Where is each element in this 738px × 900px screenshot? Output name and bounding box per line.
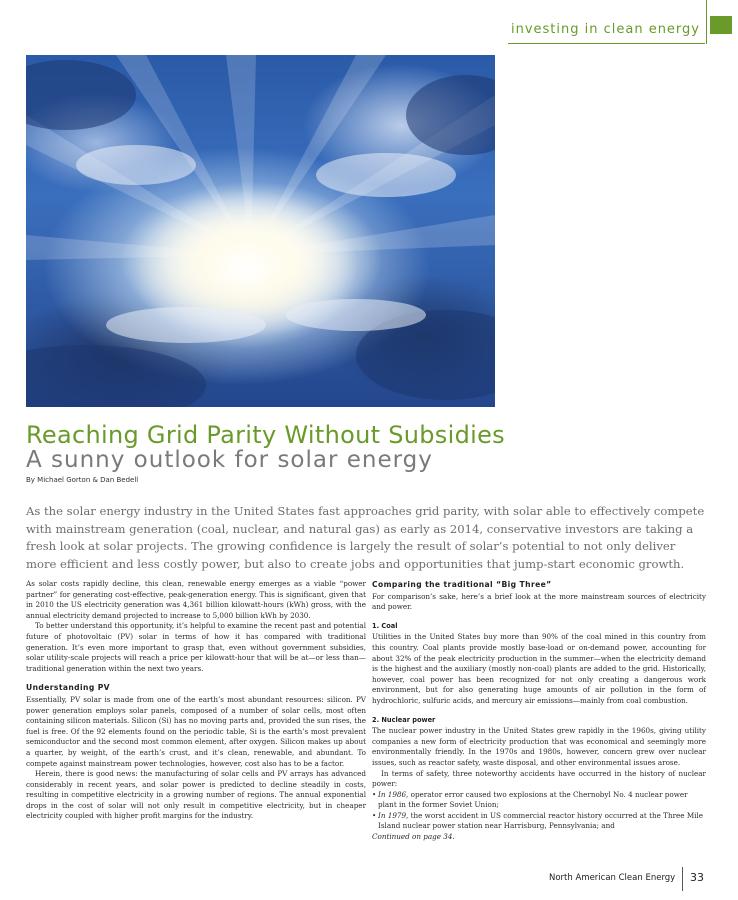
paragraph: Herein, there is good news: the manufacturing of solar cells and PV arrays has advanced considerably in recent years, and solar power is predicted to decline steadily in costs, resulting in competitive electricity in a growing number of regions. The annual exponential drops in the cost of solar will not only result in competitive electricity, but in cheaper electricity coupled with higher profit margins for the industry. (26, 769, 366, 821)
section-rule (508, 43, 705, 44)
paragraph: The nuclear power industry in the United States grew rapidly in the 1960s, giving utility companies a new form of electricity production that was economical and seemingly more environmentally friendly. In the 1970s and 1980s, however, concern grew over nuclear issues, such as reactor safety, waste disposal, and other environmental issues arose. (372, 726, 706, 767)
list-item: • In 1979, the worst accident in US commercial reactor history occurred at the Three Mile Island nuclear power station near Harrisburg, Pennsylvania; and (372, 810, 704, 831)
subsection-heading: 1. Coal (372, 621, 398, 630)
subsection-heading: 2. Nuclear power (372, 715, 436, 724)
section-heading: Understanding PV (26, 683, 110, 693)
sun-rays-graphic (26, 55, 495, 407)
accident-list (372, 790, 706, 832)
intro-paragraph: As the solar energy industry in the United States fast approaches grid parity, with solar able to effectively compete with mainstream generation (coal, nuclear, and natural gas) as early as 2014, conservative investors are taking a fresh look at solar projects. The growing confidence is largely the result of solar’s potential to not only deliver more efficient and less costly power, but also to create jobs and opportunities that jump-start economic growth. (26, 504, 705, 571)
article-subtitle: A sunny outlook for solar energy (26, 447, 433, 473)
right-column (372, 580, 706, 843)
section-vertical-rule (706, 0, 707, 44)
paragraph: As solar costs rapidly decline, this clean, renewable energy emerges as a viable “power partner” for generating cost-effective, peak-generation energy. This is significant, given that in 2010 the US electricity generation was 4,361 billion kilowatt-hours (kWh) gross, with the annual electricity demand projected to increase to 5,000 billion kWh by 2030. (26, 579, 366, 620)
article-title: Reaching Grid Parity Without Subsidies (26, 421, 505, 449)
paragraph: To better understand this opportunity, it’s helpful to examine the recent past and potential future of photovoltaic (PV) solar in terms of how it has compared with traditional generation. It’s even more important to grasp that, even without government subsidies, solar utility-scale projects will reach a price per kilowatt-hour that will be at—or less than—traditional generation within the next two years. (26, 621, 366, 673)
paragraph: For comparison’s sake, here’s a brief look at the more mainstream sources of electricity and power. (372, 591, 706, 612)
left-column (26, 579, 366, 822)
byline: By Michael Gorton & Dan Bedell (26, 476, 139, 484)
footer-divider (682, 867, 683, 891)
continued-note: Continued on page 34. (372, 832, 455, 842)
paragraph: In terms of safety, three noteworthy accidents have occurred in the history of nuclear power: (372, 768, 706, 789)
hero-sky-image (26, 55, 495, 407)
paragraph: Utilities in the United States buy more than 90% of the coal mined in this country from this country. Coal plants provide mostly base-load or on-demand power, accounting for about 32% of the peak electricity production in the summer—when the electricity demand is the highest and the auxiliary (mostly non-coal) plants are added to the grid. Historically, however, coal power has been recognized for not only creating a dangerous work environment, but for also generating huge amounts of air pollution in the form of hydrochloric, sulfuric acids, and mercury air emissions—mainly from coal combustion. (372, 632, 706, 705)
page-number: 33 (690, 871, 704, 884)
footer-publication: North American Clean Energy (549, 873, 676, 883)
list-item: • In 1986, operator error caused two explosions at the Chernobyl No. 4 nuclear power plant in the former Soviet Union; (372, 789, 688, 810)
section-heading: Comparing the traditional “Big Three” (372, 580, 552, 589)
paragraph: Essentially, PV solar is made from one of the earth’s most abundant resources: silicon. PV power generation employs solar panels, composed of a number of solar cells, most often containing silicon materials. Silicon (Si) has no moving parts and, provided the sun rises, the fuel is free. Of the 92 elements found on the periodic table, Si is the earth’s most prevalent semiconductor and the second most common element, after oxygen. Silicon makes up about a quarter, by weight, of the earth’s crust, and it’s clean, renewable, and abundant. To compete against mainstream power technologies, however, cost also has to be a factor. (26, 694, 366, 768)
section-tag: investing in clean energy (510, 22, 700, 37)
section-marker (710, 16, 732, 34)
